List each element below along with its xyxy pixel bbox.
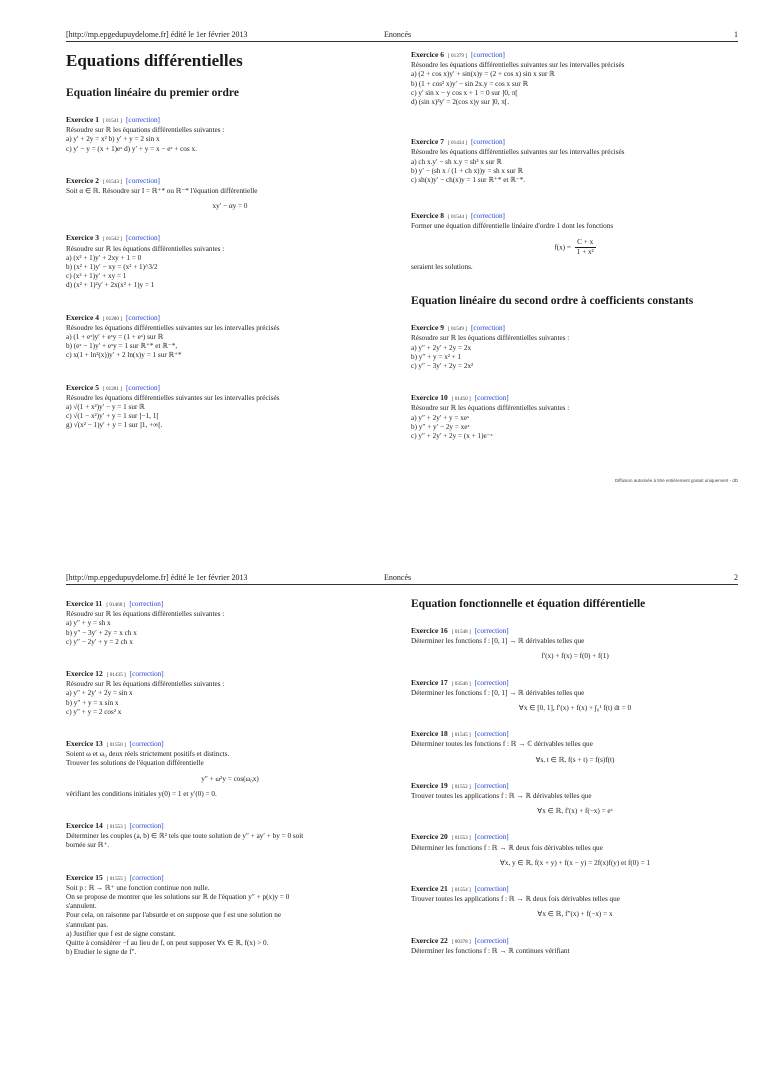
exercise-line: d) (x² + 1)²y′ + 2x(x² + 1)y = 1 [66, 281, 155, 290]
exercise-id: [ 01548 ] [451, 629, 471, 635]
exercise-id: [ 01550 ] [106, 742, 126, 749]
exercise-line: Résoudre les équations différentielles suivantes sur les intervalles précisés [66, 323, 280, 332]
exercise-line: b) y″ + y = x sin x [66, 698, 119, 707]
exercise-block [411, 884, 739, 920]
exercise-block [411, 50, 739, 107]
exercise-number: Exercice 17 [411, 677, 448, 687]
correction-link[interactable]: [correction] [126, 116, 160, 124]
section-heading: Equation linéaire du second ordre à coefficients constants [411, 295, 694, 308]
exercise-number: Exercice 9 [411, 323, 444, 333]
exercise-line: bornée sur ℝ⁺. [66, 841, 110, 850]
header-source: [http://mp.epgedupuydelome.fr] édité le 1er février 2013 [66, 30, 248, 39]
exercise-line: seraient les solutions. [411, 263, 473, 272]
exercise-line: Soit p : ℝ → ℝ⁺ une fonction continue non nulle. [66, 883, 210, 892]
exercise-id: [ 01379 ] [447, 53, 468, 59]
exercise-number: Exercice 11 [66, 599, 103, 608]
correction-link[interactable]: [correction] [471, 138, 505, 147]
exercise-line: a) (1 + eˣ)y′ + eˣy = (1 + eˣ) sur ℝ [66, 333, 164, 342]
exercise-block [411, 678, 739, 714]
exercise-number: Exercice 13 [66, 739, 103, 749]
exercise-line: a) ch x.y′ − sh x.y = sh³ x sur ℝ [411, 157, 502, 166]
exercise-number: Exercice 5 [66, 382, 99, 392]
exercise-line: vérifiant les conditions initiales y(0) = 1 et y′(0) = 0. [66, 789, 217, 798]
header-source: [http://mp.epgedupuydelome.fr] édité le 1er février 2013 [66, 573, 248, 582]
exercise-id: [ 01552 ] [451, 783, 471, 790]
exercise-id: [ 01450 ] [451, 396, 471, 403]
exercise-block [411, 626, 739, 662]
exercise-number: Exercice 6 [411, 50, 444, 59]
exercise-line: a) √(1 + x²)y′ − y = 1 sur ℝ [66, 403, 145, 412]
exercise-id: [ 01553 ] [106, 824, 126, 831]
exercise-number: Exercice 15 [66, 872, 103, 882]
exercise-line: Résoudre sur ℝ les équations différentielles suivantes : [411, 404, 570, 413]
exercise-line: Résoudre sur ℝ les équations différentielles suivantes : [411, 334, 570, 343]
exercise-line: Résoudre les équations différentielles suivantes sur les intervalles précisés [411, 148, 625, 157]
correction-link[interactable]: [correction] [126, 176, 160, 185]
correction-link[interactable]: [correction] [126, 234, 160, 243]
exercise-number: Exercice 12 [66, 669, 103, 679]
exercise-line: b) y″ + y′ − 2y = xeˣ [411, 422, 470, 431]
left-column [66, 50, 394, 453]
exercise-block [411, 323, 739, 371]
exercise-number: Exercice 21 [411, 884, 448, 894]
exercise-line: b) y″ − 3y′ + 2y = x ch x [66, 628, 137, 637]
exercise-id: [ 01434 ] [447, 140, 468, 147]
exercise-id: [ 01549 ] [447, 326, 468, 333]
display-equation [411, 238, 739, 257]
correction-link[interactable]: [correction] [474, 781, 509, 790]
exercise-line: a) y″ + 2y′ + y = xeˣ [411, 413, 470, 422]
exercise-number: Exercice 2 [66, 175, 99, 185]
exercise-block [411, 137, 739, 185]
exercise-line: c) y″ + y = 2 cos² x [66, 707, 122, 716]
exercise-id: [ 01435 ] [106, 672, 126, 679]
display-equation: y″ + ω²y = cos(ω₀x) [201, 774, 259, 783]
document-page-2 [0, 565, 768, 1073]
display-equation: f′(x) + f(x) = f(0) + f(1) [541, 652, 609, 661]
exercise-line: d) (sin x)³y′ = 2(cos x)y sur ]0, π[. [411, 98, 510, 107]
display-equation: ∀x ∈ ℝ, f′(x) + f(−x) = eˣ [537, 807, 613, 816]
exercise-line: Déterminer les couples (a, b) ∈ ℝ² tels que toute solution de y″ + ay′ + by = 0 soit [66, 832, 304, 841]
exercise-line: c) √(1 − x²)y′ + y = 1 sur ]−1, 1[ [66, 412, 159, 421]
exercise-block [66, 176, 394, 212]
exercise-id: [ 00378 ] [451, 938, 471, 945]
exercise-line: Trouver toutes les applications f : ℝ → ℝ deux fois dérivables telles que [411, 895, 620, 904]
correction-link[interactable]: [correction] [126, 383, 160, 392]
correction-link[interactable]: [correction] [129, 822, 164, 831]
exercise-line: b) y′ − (sh x / (1 + ch x))y = sh x sur ℝ [411, 166, 524, 175]
right-column [411, 597, 739, 956]
exercise-line: a) y″ + 2y′ + 2y = sin x [66, 689, 133, 698]
exercise-line: a) y″ + y = sh x [66, 619, 111, 628]
exercise-number: Exercice 19 [411, 780, 448, 790]
correction-link[interactable]: [correction] [474, 936, 509, 945]
exercise-block [66, 313, 394, 361]
exercise-block [66, 115, 394, 154]
exercise-id: [ 01553 ] [451, 835, 471, 842]
correction-link[interactable]: [correction] [474, 627, 509, 635]
equation-lhs: f(x) = [554, 243, 571, 251]
exercise-line: Former une équation différentielle linéaire d'ordre 1 dont les fonctions [411, 222, 614, 231]
exercise-id: [ 01554 ] [451, 887, 471, 894]
exercise-line: Résoudre sur ℝ les équations différentielles suivantes : [66, 126, 225, 135]
exercise-number: Exercice 3 [66, 233, 99, 243]
right-column [411, 50, 739, 463]
exercise-number: Exercice 1 [66, 115, 99, 124]
exercise-id: [ 01555 ] [106, 875, 126, 882]
exercise-line: Déterminer les fonctions f : [0, 1] → ℝ dérivables telles que [411, 637, 585, 646]
exercise-id: [ 01541 ] [102, 118, 123, 124]
section-heading: Equation fonctionnelle et équation différentielle [411, 598, 646, 610]
exercise-line: g) √(x² − 1)y′ + y = 1 sur ]1, +∞[. [66, 421, 163, 430]
correction-link[interactable]: [correction] [129, 740, 164, 749]
exercise-line: c) y″ − 2y′ + y = 2 ch x [66, 637, 133, 646]
exercise-id: [ 03546 ] [451, 680, 471, 687]
exercise-line: a) (2 + cos x)y′ + sin(x)y = (2 + cos x) sin x sur ℝ [411, 70, 555, 79]
correction-link[interactable]: [correction] [129, 873, 164, 882]
correction-link[interactable]: [correction] [129, 600, 164, 608]
display-equation: ∀x, y ∈ ℝ, f(x + y) + f(x − y) = 2f(x)f(y) et f(0) = 1 [499, 858, 651, 867]
exercise-line: b) (eˣ − 1)y′ + eˣy = 1 sur ℝ⁺* et ℝ⁻*, [66, 342, 178, 351]
exercise-line: Trouver les solutions de l'équation différentielle [66, 759, 204, 768]
header-section: Enoncés [384, 573, 412, 582]
exercise-line: b) Etudier le signe de f″. [66, 948, 137, 957]
exercise-block [66, 739, 394, 799]
exercise-block [411, 211, 739, 272]
correction-link[interactable]: [correction] [471, 51, 505, 59]
exercise-id: [ 01545 ] [451, 732, 471, 739]
exercise-line: Déterminer les fonctions f : [0, 1] → ℝ dérivables telles que [411, 688, 585, 697]
correction-link[interactable]: [correction] [129, 670, 164, 679]
exercise-line: On se propose de montrer que les solutions sur ℝ de l'équation y″ + p(x)y = 0 [66, 893, 290, 902]
exercise-block [66, 669, 394, 717]
correction-link[interactable]: [correction] [126, 313, 160, 322]
exercise-id: [ 01544 ] [447, 214, 468, 221]
exercise-line: Résoudre sur ℝ les équations différentielles suivantes : [66, 680, 225, 689]
exercise-number: Exercice 8 [411, 211, 444, 221]
exercise-block [66, 821, 394, 851]
page-footer: Diffusion autorisée à titre entièrement gratuit uniquement - dD [615, 478, 738, 483]
left-column [66, 599, 394, 979]
exercise-block [66, 873, 394, 958]
document-page-1 [0, 0, 768, 508]
exercise-block [66, 233, 394, 290]
page-header [66, 30, 738, 44]
fraction [575, 238, 596, 257]
exercise-line: b) (x² + 1)y′ − xy = (x² + 1)^3/2 [66, 263, 158, 272]
exercise-line: Résoudre sur ℝ les équations différentielles suivantes : [66, 610, 225, 619]
exercise-line: c) y′ sin x − y cos x + 1 = 0 sur ]0, π[ [411, 88, 518, 97]
exercise-line: Déterminer les fonctions f : ℝ → ℝ continues vérifiant [411, 946, 570, 955]
exercise-id: [ 01281 ] [102, 385, 123, 392]
exercise-id: [ 01543 ] [102, 178, 123, 185]
correction-link[interactable]: [correction] [471, 324, 505, 333]
exercise-line: Déterminer les fonctions f : ℝ → ℝ deux fois dérivables telles que [411, 843, 603, 852]
exercise-block [411, 729, 739, 765]
display-equation: xy′ − αy = 0 [212, 202, 248, 211]
fraction-numerator: C + x [575, 238, 596, 248]
section-heading: Equation linéaire du premier ordre [66, 87, 239, 99]
display-equation: ∀x ∈ [0, 1], f′(x) + f(x) + ∫₀¹ f(t) dt = 0 [518, 704, 632, 713]
exercise-block [66, 383, 394, 431]
exercise-line: c) (x² + 1)y′ + xy = 1 [66, 272, 127, 281]
exercise-block [411, 832, 739, 868]
exercise-number: Exercice 14 [66, 821, 103, 831]
correction-link[interactable]: [correction] [474, 730, 509, 739]
exercise-number: Exercice 4 [66, 312, 99, 322]
exercise-line: Résoudre les équations différentielles suivantes sur les intervalles précisés [411, 61, 625, 70]
exercise-number: Exercice 20 [411, 832, 448, 842]
header-section: Enoncés [384, 30, 412, 39]
exercise-number: Exercice 16 [411, 626, 448, 635]
exercise-line: s'annulent. [66, 902, 97, 911]
page-title: Equations différentielles [66, 51, 243, 70]
exercise-line: c) y″ + 2y′ + 2y = (x + 1)e⁻ˣ [411, 432, 493, 441]
exercise-line: s'annulant pas. [66, 920, 109, 929]
correction-link[interactable]: [correction] [471, 212, 505, 221]
exercise-line: c) sh(x)y′ − ch(x)y = 1 sur ℝ⁺* et ℝ⁻*. [411, 176, 526, 185]
header-rule [66, 41, 738, 42]
exercise-line: Résoudre sur ℝ les équations différentielles suivantes : [66, 244, 225, 253]
exercise-line: Soient ω et ω₀ deux réels strictement positifs et distincts. [66, 750, 230, 759]
correction-link[interactable]: [correction] [474, 394, 509, 403]
exercise-number: Exercice 22 [411, 935, 448, 945]
exercise-block [411, 781, 739, 817]
exercise-block [411, 936, 739, 956]
exercise-line: a) Justifier que f est de signe constant. [66, 929, 176, 938]
exercise-block [411, 393, 739, 441]
page-separator [0, 508, 768, 565]
exercise-block [66, 599, 394, 647]
exercise-line: b) y″ + y = x² + 1 [411, 352, 462, 361]
display-equation: ∀x ∈ ℝ, f″(x) + f(−x) = x [537, 910, 613, 919]
exercise-number: Exercice 10 [411, 393, 448, 403]
header-rule [66, 584, 738, 585]
exercise-id: [ 01460 ] [106, 602, 126, 608]
exercise-line: Quitte à considérer −f au lieu de f, on peut supposer ∀x ∈ ℝ, f(x) > 0. [66, 939, 269, 948]
exercise-line: c) y′ − y = (x + 1)eˣ d) y′ + y = x − eˣ + cos x. [66, 144, 197, 153]
exercise-line: c) x(1 + ln²(x))y′ + 2 ln(x)y = 1 sur ℝ⁺* [66, 351, 182, 360]
exercise-line: b) (1 + cos² x)y′ − sin 2x.y = cos x sur ℝ [411, 79, 529, 88]
header-page-number: 2 [734, 573, 738, 582]
exercise-line: Pour cela, on raisonne par l'absurde et on suppose que f est une solution ne [66, 911, 282, 920]
exercise-number: Exercice 18 [411, 729, 448, 739]
exercise-number: Exercice 7 [411, 137, 444, 147]
exercise-line: Déterminer toutes les fonctions f : ℝ → ℂ dérivables telles que [411, 740, 593, 749]
exercise-line: c) y″ − 3y′ + 2y = 2x² [411, 362, 474, 371]
fraction-denominator: 1 + x² [576, 247, 594, 256]
display-equation: ∀s, t ∈ ℝ, f(s + t) = f(s)f(t) [535, 755, 615, 764]
correction-link[interactable]: [correction] [474, 885, 509, 894]
exercise-line: Soit α ∈ ℝ. Résoudre sur I = ℝ⁺* ou ℝ⁻* l'équation différentielle [66, 187, 258, 196]
exercise-id: [ 01542 ] [102, 236, 123, 243]
correction-link[interactable]: [correction] [474, 833, 509, 842]
exercise-line: a) (x² + 1)y′ + 2xy + 1 = 0 [66, 253, 142, 262]
header-page-number: 1 [734, 30, 738, 39]
correction-link[interactable]: [correction] [474, 678, 509, 687]
exercise-line: Résoudre les équations différentielles suivantes sur les intervalles précisés [66, 393, 280, 402]
exercise-line: a) y″ + 2y′ + 2y = 2x [411, 343, 472, 352]
page-header [66, 573, 738, 587]
exercise-line: Trouver toutes les applications f : ℝ → ℝ dérivables telles que [411, 792, 592, 801]
exercise-line: a) y′ + 2y = x² b) y′ + y = 2 sin x [66, 135, 160, 144]
exercise-id: [ 01280 ] [102, 315, 123, 322]
